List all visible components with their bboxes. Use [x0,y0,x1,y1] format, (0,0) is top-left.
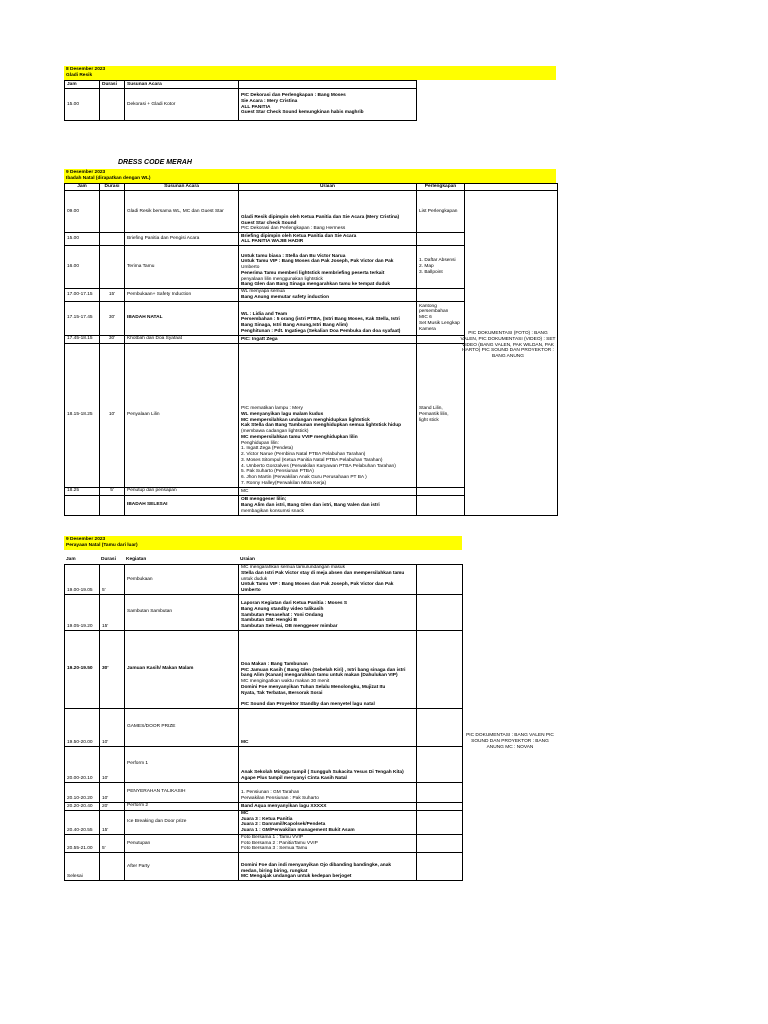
cell-uraian: 1. Pensiunan : GM Tarahan Perwakilan Pensiunan : Pak Suharto [239,782,417,802]
section2-pic-note: PIC DOKUMENTASI (FOTO) : BANG VALEN, PIC DOKUMENTASI (VIDEO) : SET VIDEO (BANG VALEN, PAK WILDAN, PAK HARTO) PIC SOUND DAN PROYEKTOR : BANG ANUNG [460,331,556,359]
section3-table [64,564,463,881]
cell-empty [417,782,463,802]
cell-empty [417,565,463,595]
cell-acara: Khotbah dan Doa Syafaat [125,335,239,343]
cell-jam: 18.25 [65,487,100,495]
cell-durasi: 10' [100,782,125,802]
cell-perlengkapan [417,495,465,515]
cell-jam: 20.10-20.20 [65,782,100,802]
cell-empty [417,746,463,782]
table-row [65,746,463,782]
section3-header-kegiatan: Kegiatan [126,557,147,562]
section3-pic-note: PIC DOKUMENTASI : BANG VALEN PIC SOUND DAN PROYEKTOR : BANG ANUNG MC : NOVAN [466,733,554,750]
cell-jam: 19.05-19.20 [65,594,100,630]
cell-durasi: 30' [100,301,125,335]
cell-jam: 18.15-18.25 [65,343,100,487]
section3-banner [64,536,462,550]
cell-durasi: 10' [100,746,125,782]
cell-uraian: OB menggeser lilin; Bang Alim dan istri, Bang Glen dan istri, Bang Valen dan istri membagikan konsumsi snack [239,495,417,515]
cell-perlengkapan: Kantong persembahan MIC 6 Set Musik Lengkap Kamera [417,301,465,335]
cell-empty [417,853,463,881]
cell-acara: Briefing Panitia dan Pengisi Acara [125,233,239,246]
cell-uraian: Anak Sekolah Minggu tampil ( Sungguh Sukacita Yesus Di Tengah Kita) Agape Plus tampil menyanyi Cinta Kasih Natal [239,746,417,782]
cell-durasi [100,89,125,121]
cell-acara: Gladi Resik bersama WL, MC dan Guest Star [125,191,239,233]
cell-acara: Terima Tamu [125,246,239,289]
cell-uraian: PIC mematikan lampu : Mery WL menyanyikan lagu malam kudus MC mempersilahkan undangan menghidupkan lightstick Kak Stella dan Bang Tambunan menghidupkan semua lightstick hidup (membawa cadangan lightstick) MC mempersilahkan tamu VVIP menghidupkan lilin Penghidupan lilin: 1. Ingatt Zega (Pendeta) 2. Victor Narue (Pembina Natal PTBA Pelabuhan Tarahan) 3. Moses Sitompul (Ketua Panitia Natal PTBA Pelabuhan Tarahan) 4. Umberto Gonzalves (Perwakilan Karyawan PTBA Pelabuhan Tarahan) 5. Pak Suharto (Pensiunan PTBA) 6. Jhon Martin (Perwakilan Anak Guru Perusahaan PT BA ) 7. Ronny Halley(Perwakilan Mitra Kerja) [239,343,417,487]
cell-kegiatan: Perform 2 [125,802,239,810]
cell-uraian: Briefing dipimpin oleh Ketua Panitia dan Sie Acara ALL PANITIA WAJIB HADIR [239,233,417,246]
cell-acara: Penyalaan Lilin [125,343,239,487]
cell-uraian: WL menyapa semua Bang Anung memutar safety induction [239,289,417,302]
cell-perlengkapan [417,335,465,343]
cell-jam: 16.00 [65,246,100,289]
table-row [65,782,463,802]
cell-uraian: Doa Makan : Bang Tambunan PIC Jamuan Kasih ( Bang Glen (Sebelah Kiri) , Istri bang sinaga dan istri bang Alim (Kanan) mengarahkan tamu untuk makan (Dahulukan VIP) MC mengingatkan waktu makan 30 menit Domini Foe menyanyikan Tuhan Selalu Menolongku, Mujizat Itu Nyata, Tak Terbatas, Bersorak Sorai PIC Sound dan Proyektor Standby dan menyetel lagu natal [239,630,417,708]
cell-acara: Dekorasi + Gladi Kotor [125,89,239,121]
cell-jam: 19.00-19.05 [65,565,100,595]
cell-durasi: 5' [100,487,125,495]
header-jam: Jam [65,184,100,191]
cell-durasi [100,191,125,233]
cell-uraian: Domini Foe dan indi menyanyikan Ojo dibanding bandingke, anak medan, biring biring, rungkat MC Mengajak undangan untuk kedepan berjoget [239,853,417,881]
cell-jam: 15.00 [65,233,100,246]
cell-jam: 17.15-17.45 [65,301,100,335]
cell-durasi: 5' [100,834,125,852]
cell-perlengkapan: Stand Lilin, Pemantik lilin, light stick [417,343,465,487]
cell-jam: 17.00-17.15 [65,289,100,302]
cell-empty [417,834,463,852]
cell-jam [65,495,100,515]
cell-durasi: 30' [100,630,125,708]
section3-header-durasi: Durasi [101,557,116,562]
cell-acara: IBADAH NATAL [125,301,239,335]
table-row [65,565,463,595]
cell-uraian: Laporan Kegiatan dari Ketua Panitia : Moses S Bang Anung standby video talikasih Sambutan Penasehat : Yoni Ondang Sambutan GM: Hengki B Sambutan Selesai, OB menggeser mimbar [239,594,417,630]
cell-jam: 19.50-20.00 [65,708,100,746]
table-row [65,594,463,630]
cell-durasi: 5' [100,565,125,595]
header-durasi: Durasi [100,81,125,89]
cell-uraian: MC [239,708,417,746]
cell-jam: 20.20-20.40 [65,802,100,810]
cell-kegiatan: Penutupan [125,834,239,852]
cell-jam: 20.40-20.55 [65,810,100,834]
cell-acara: Penutup dan pensapan [125,487,239,495]
section3-date: 9 Desember 2023 [66,537,106,542]
table-row [65,630,463,708]
cell-acara: Pembukaan+ Safety Induction [125,289,239,302]
cell-durasi [100,246,125,289]
cell-jam: 15.00 [65,89,100,121]
table-row [65,810,463,834]
cell-empty [417,594,463,630]
section1-title: Gladi Resik [66,72,93,78]
cell-notes: PIC Dekorasi dan Perlengkapan : Bang Moses Sie Acara : Mery Cristina ALL PANITIA Guest Star Check Sound kemungkinan habis maghrib [239,89,417,121]
cell-durasi: 15' [100,594,125,630]
cell-durasi: 10' [100,708,125,746]
cell-uraian: Untuk tamu biasa : Stella dan Bu Victor Narua Untuk Tamu VIP : Bang Moses dan Pak Joseph, Pak Victor dan Pak Umberto Penerima Tamu memberi lightstick membriefing peserta terkait penyalaan lilin menggunakan lightstick Bang Glen dan Bang Sinaga mengarahkan tamu ke tempat duduk [239,246,417,289]
section2-banner [64,169,556,183]
cell-jam: 09.00 [65,191,100,233]
cell-durasi [100,853,125,881]
cell-uraian: Band Aqua menyanyikan lagu XXXXX [239,802,417,810]
header-uraian: Uraian [239,184,417,191]
cell-empty [417,708,463,746]
cell-durasi [100,233,125,246]
cell-kegiatan: Ice Breaking dan Door prize [125,810,239,834]
table-row [65,834,463,852]
table-row [65,853,463,881]
cell-kegiatan: Jamuan Kasih/ Makan Malam [125,630,239,708]
table-row [65,802,463,810]
cell-perlengkapan: 1. Daftar Absensi 2. Map 3. Ballpoint [417,246,465,289]
cell-uraian: WL : Lidia and Team Persembahan : 5 orang (istri PTBA, (Istri Bang Moses, Kak Stella, Istri Bang Sinaga, Istri Bang Anung,Istri Bang Alim) Penghitunan : Pdt. Ingatiega (Sekalian Doa Pembuka dan doa syafaat) [239,301,417,335]
cell-perlengkapan [417,289,465,302]
section3-header-uraian: Uraian [240,557,255,562]
header-susunan-acara: Susunan Acara [125,81,239,89]
cell-kegiatan: Sambutan Sambutan [125,594,239,630]
cell-uraian: Gladi Resik dipimpin oleh Ketua Panitia dan Sie Acara (Mery Cristina) Guest Star check Sound PIC Dekorasi dan Perlengkapan : Bang Hermess [239,191,417,233]
cell-empty [417,630,463,708]
section2-date: 9 Desember 2023 [66,170,106,175]
cell-empty [417,810,463,834]
dress-code-title: DRESS CODE MERAH [118,159,192,166]
cell-perlengkapan [417,233,465,246]
cell-perlengkapan [417,487,465,495]
section1-table [64,80,417,121]
cell-durasi: 15' [100,810,125,834]
cell-kegiatan: PENYERAHAN TALIKASIH [125,782,239,802]
table-row [65,708,463,746]
cell-jam: 17.45-18.15 [65,335,100,343]
header-jam: Jam [65,81,100,89]
cell-uraian: MC [239,487,417,495]
section3-title: Perayaan Natal (Tamu dari luar) [66,542,138,548]
cell-uraian: MC Juara 3 : Ketua Panitia Juara 2 : Danramil/Kapolsek/Pendeta Juara 1 : GM/Perwakilan management Bukit Asam [239,810,417,834]
cell-kegiatan: Pembukaan [125,565,239,595]
cell-durasi: 15' [100,289,125,302]
cell-durasi: 20' [100,802,125,810]
cell-uraian: MC mengarahkan semua tamu/undangan masuk Stella dan Istri Pak Victor stay di meja absen dan mempersilahkan tamu untuk duduk Untuk Tamu VIP : Bang Moses dan Pak Joseph, Pak Victor dan Pak Umberto [239,565,417,595]
cell-kegiatan: Perform 1 [125,746,239,782]
cell-durasi: 10' [100,343,125,487]
cell-jam: Selesai [65,853,100,881]
header-durasi: Durasi [100,184,125,191]
cell-uraian: PIC: Ingatt Zega [239,335,417,343]
cell-durasi: 30' [100,335,125,343]
section3-header-jam: Jam [66,557,76,562]
table-row [65,191,558,233]
section2-title: Ibadah Natal (dirapatkan dengan WL) [66,175,151,181]
cell-uraian: Foto Bersama 1 : Tamu VVIP Foto Bersama 2 : PanitiaTamu VVIP Foto Bersama 3 : Semua Tamu [239,834,417,852]
cell-jam: 20.55-21.00 [65,834,100,852]
header-susunan-acara: Susunan Acara [125,184,239,191]
cell-perlengkapan: List Perlengkapan [417,191,465,233]
cell-kegiatan: After Party [125,853,239,881]
cell-jam: 19.20-19.50 [65,630,100,708]
section1-date: 8 Desember 2023 [66,67,106,72]
cell-acara: IBADAH SELESAI [125,495,239,515]
cell-durasi [100,495,125,515]
cell-jam: 20.00-20.10 [65,746,100,782]
header-perlengkapan: Perlengkapan [417,184,465,191]
cell-kegiatan: GAMES/DOOR PRIZE [125,708,239,746]
section1-banner [64,66,556,80]
cell-empty [417,802,463,810]
